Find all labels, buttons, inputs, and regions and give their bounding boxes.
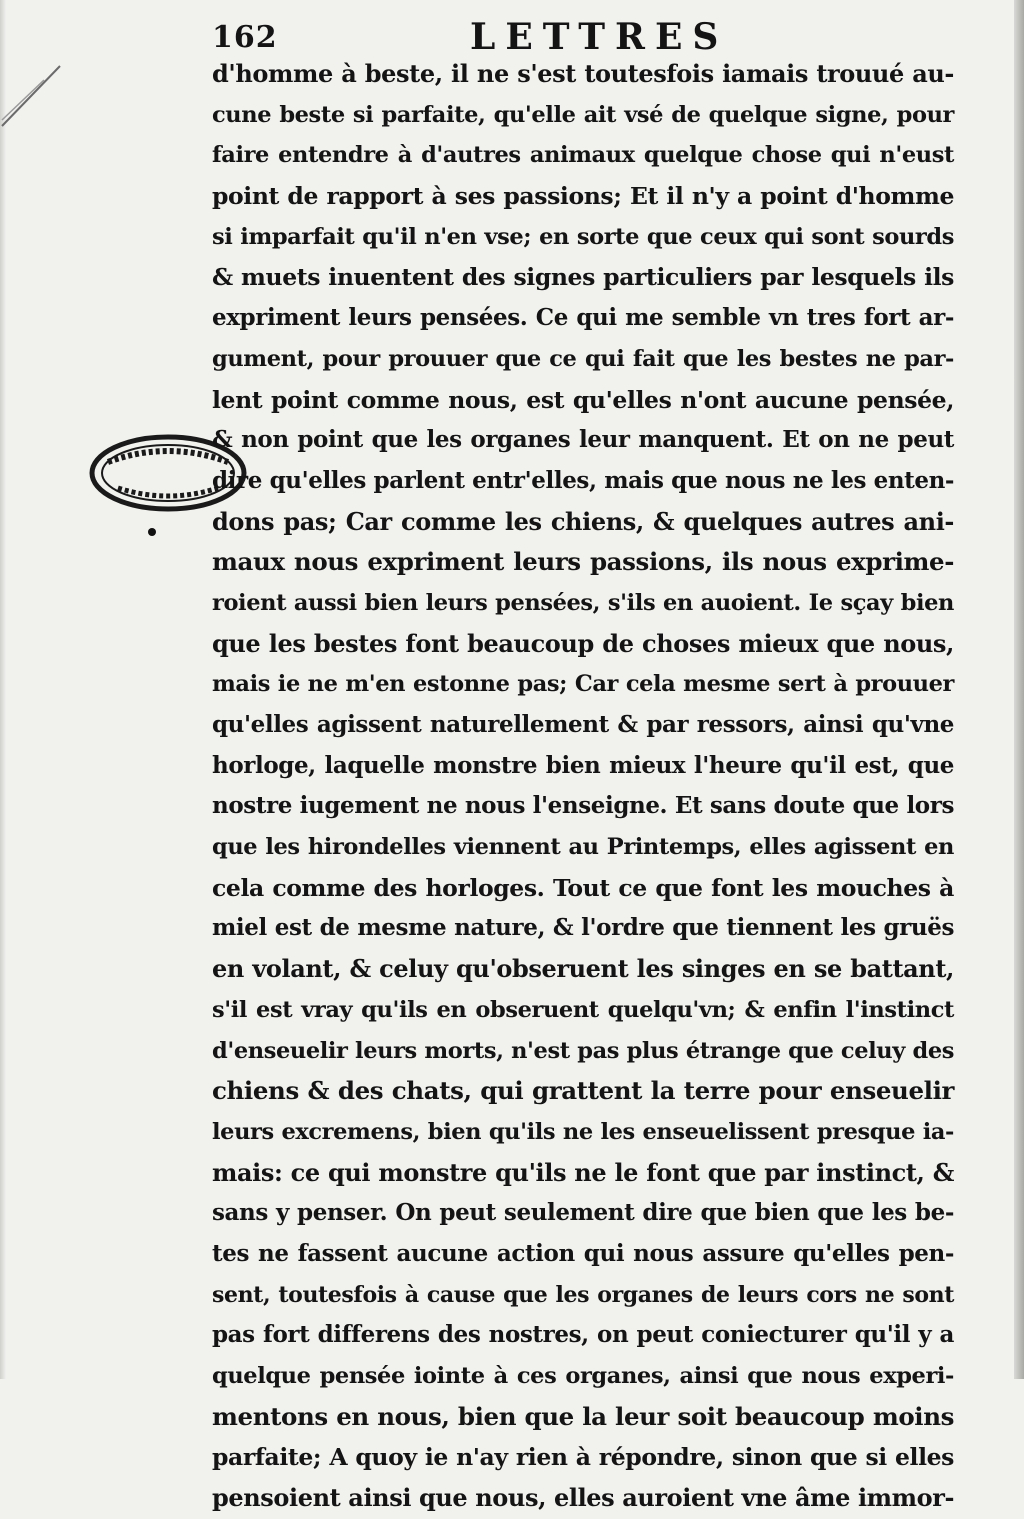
text-line: d'homme à beste, il ne s'est toutesfois iamais trouué au- [212,59,954,88]
text-line: mentons en nous, bien que la leur soit beaucoup moins [212,1401,954,1431]
text-line: sans y penser. On peut seulement dire que bien que les be- [212,1199,954,1227]
text-line: si imparfait qu'il n'en vse; en sorte que ceux qui sont sourds [212,223,954,250]
text-line: faire entendre à d'autres animaux quelque chose qui n'eust [212,142,954,169]
running-title: LETTRES [470,16,729,58]
text-line: dire qu'elles parlent entr'elles, mais que nous ne les enten- [212,466,955,494]
body-text [212,54,954,1519]
scan-right-edge [1014,0,1024,1379]
text-line: dons pas; Car comme les chiens, & quelques autres ani- [212,506,954,536]
text-line: en volant, & celuy qu'obseruent les singes en se battant, [212,954,954,984]
text-line: tes ne fassent aucune action qui nous assure qu'elles pen- [212,1239,954,1267]
text-line: & non point que les organes leur manquent. Et on ne peut [212,426,954,454]
text-line: mais ie ne m'en estonne pas; Car cela mesme sert à prouuer [212,671,954,698]
text-line: d'enseuelir leurs morts, n'est pas plus étrange que celuy des [212,1037,954,1064]
text-line: horloge, laquelle monstre bien mieux l'heure qu'il est, que [212,751,954,779]
text-line: chiens & des chats, qui grattent la terre pour enseuelir [212,1076,954,1106]
scan-left-edge [0,0,6,1379]
text-line: que les bestes font beaucoup de choses mieux que nous, [212,628,954,658]
text-line: cela comme des horloges. Tout ce que font les mouches à [212,873,954,902]
text-line: point de rapport à ses passions; Et il n'y a point d'homme [212,182,954,211]
text-line: leurs excremens, bien qu'ils ne les enseuelissent presque ia- [212,1118,954,1145]
text-line: miel est de mesme nature, & l'ordre que tiennent les gruës [212,914,954,942]
text-line: gument, pour prouuer que ce qui fait que les bestes ne par- [212,345,954,372]
text-line: mais: ce qui monstre qu'ils ne le font que par instinct, & [212,1157,954,1187]
text-line: lent point comme nous, est qu'elles n'ont aucune pensée, [212,385,954,414]
text-line: & muets inuentent des signes particuliers par lesquels ils [212,263,954,292]
margin-dot [148,528,156,536]
text-line: parfaite; A quoy ie n'ay rien à répondre, sinon que si elles [212,1443,954,1472]
text-line: nostre iugement ne nous l'enseigne. Et sans doute que lors [212,792,954,820]
text-line: que les hirondelles viennent au Printemps, elles agissent en [212,834,954,861]
corner-mark [0,62,80,132]
text-line: pensoient ainsi que nous, elles auroient vne âme immor- [212,1483,955,1513]
text-line: pas fort differens des nostres, on peut coniecturer qu'il y a [212,1321,954,1349]
text-line: maux nous expriment leurs passions, ils nous exprime- [212,547,954,577]
text-line: cune beste si parfaite, qu'elle ait vsé de quelque signe, pour [212,101,954,128]
text-line: qu'elles agissent naturellement & par ressors, ainsi qu'vne [212,711,954,738]
text-line: expriment leurs pensées. Ce qui me semble vn tres fort ar- [212,304,954,332]
text-line: quelque pensée iointe à ces organes, ainsi que nous experi- [212,1363,954,1389]
page-number: 162 [212,20,278,55]
text-line: sent, toutesfois à cause que les organes de leurs cors ne sont [212,1281,954,1308]
text-line: roient aussi bien leurs pensées, s'ils en auoient. Ie sçay bien [212,589,954,616]
text-line: s'il est vray qu'ils en obseruent quelqu'vn; & enfin l'instinct [212,996,954,1023]
